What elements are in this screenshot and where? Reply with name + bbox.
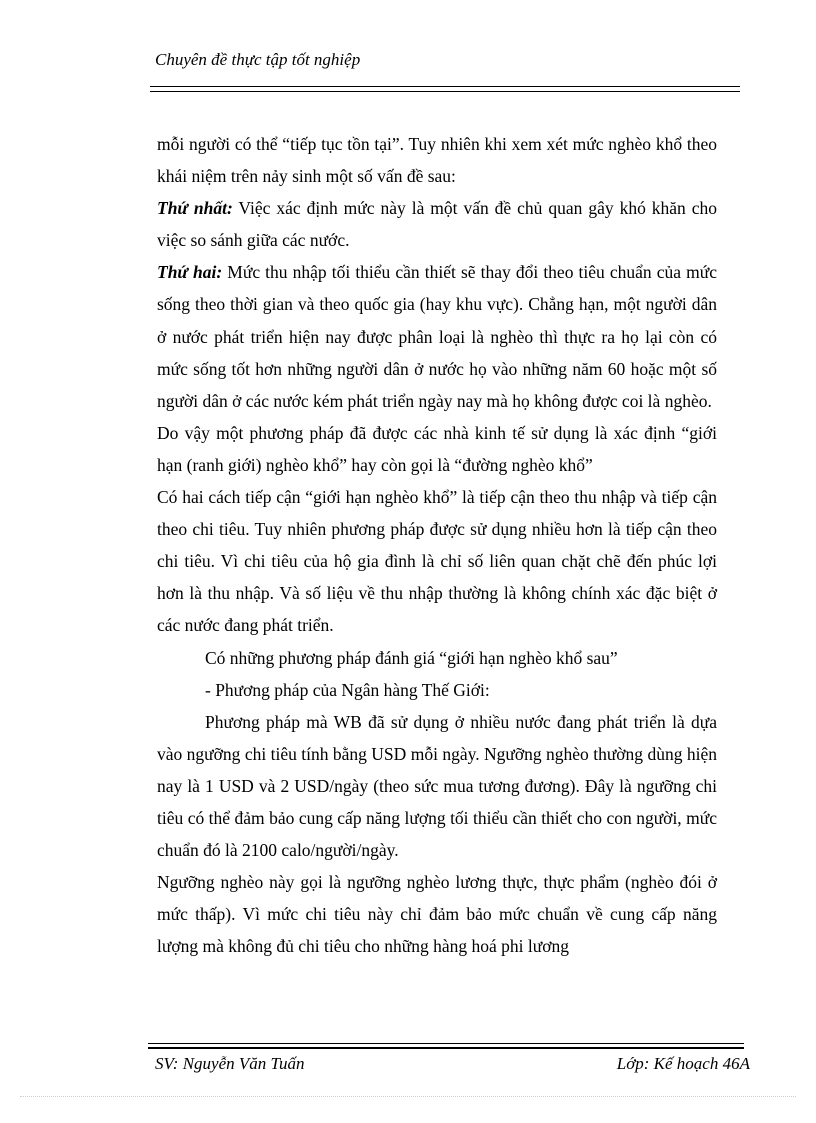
footer-rule-top <box>148 1043 744 1044</box>
document-body <box>157 128 717 962</box>
header-rule-top <box>150 86 740 87</box>
paragraph-text: Việc xác định mức này là một vấn đề chủ quan gây khó khăn cho việc so sánh giữa các nước. <box>157 198 718 251</box>
footer-class: Lớp: Kế hoạch 46A <box>616 1054 750 1073</box>
paragraph-lead: Thứ hai: <box>157 262 223 283</box>
paragraph: Phương pháp mà WB đã sử dụng ở nhiều nước đang phát triển là dựa vào ngưỡng chi tiêu tính bằng USD mỗi ngày. Ngưỡng nghèo thường dùng hiện nay là 1 USD và 2 USD/ngày (theo sức mua tương đương). Đây là ngưỡng chi tiêu có thể đảm bảo cung cấp năng lượng tối thiểu cần thiết cho con người, mức chuẩn đó là 2100 calo/người/ngày. <box>157 711 717 861</box>
paragraph: Ngưỡng nghèo này gọi là ngưỡng nghèo lương thực, thực phẩm (nghèo đói ở mức thấp). Vì mức chi tiêu này chỉ đảm bảo mức chuẩn về cung cấp năng lượng mà không đủ chi tiêu cho những hàng hoá phi lương <box>157 872 717 957</box>
paragraph: Có hai cách tiếp cận “giới hạn nghèo khổ” là tiếp cận theo thu nhập và tiếp cận theo chi tiêu. Tuy nhiên phương pháp được sử dụng nhiều hơn là tiếp cận theo chi tiêu. Vì chi tiêu của hộ gia đình là chỉ số liên quan chặt chẽ đến phúc lợi hơn là thu nhập. Và số liệu về thu nhập thường là không chính xác đặc biệt ở các nước đang phát triển. <box>157 487 717 636</box>
paragraph-text: Mức thu nhập tối thiểu cần thiết sẽ thay đổi theo tiêu chuẩn của mức sống theo thời gian và theo quốc gia (hay khu vực). Chẳng hạn, một người dân ở nước phát triển hiện nay được phân loại là nghèo thì thực ra họ lại còn có mức sống tốt hơn những người dân ở nước họ vào những năm 60 hoặc một số người dân ở các nước kém phát triển ngày nay mà họ không được coi là nghèo. <box>157 262 717 411</box>
page-edge-divider <box>20 1096 796 1097</box>
paragraph-lead: Thứ nhất: <box>157 198 233 219</box>
paragraph: Do vậy một phương pháp đã được các nhà kinh tế sử dụng là xác định “giới hạn (ranh giới) nghèo khổ” hay còn gọi là “đường nghèo khổ” <box>157 422 717 475</box>
footer-rule-bottom <box>148 1047 744 1049</box>
paragraph <box>157 192 717 256</box>
header-rule-bottom <box>150 91 740 92</box>
footer-student: SV: Nguyễn Văn Tuấn <box>155 1054 305 1073</box>
paragraph <box>157 256 717 416</box>
paragraph: Có những phương pháp đánh giá “giới hạn nghèo khổ sau” <box>205 647 618 668</box>
page-header-title: Chuyên đề thực tập tốt nghiệp <box>155 50 361 69</box>
paragraph: - Phương pháp của Ngân hàng Thế Giới: <box>205 679 490 700</box>
paragraph: mỗi người có thể “tiếp tục tồn tại”. Tuy nhiên khi xem xét mức nghèo khổ theo khái niệm trên nảy sinh một số vấn đề sau: <box>157 134 717 187</box>
